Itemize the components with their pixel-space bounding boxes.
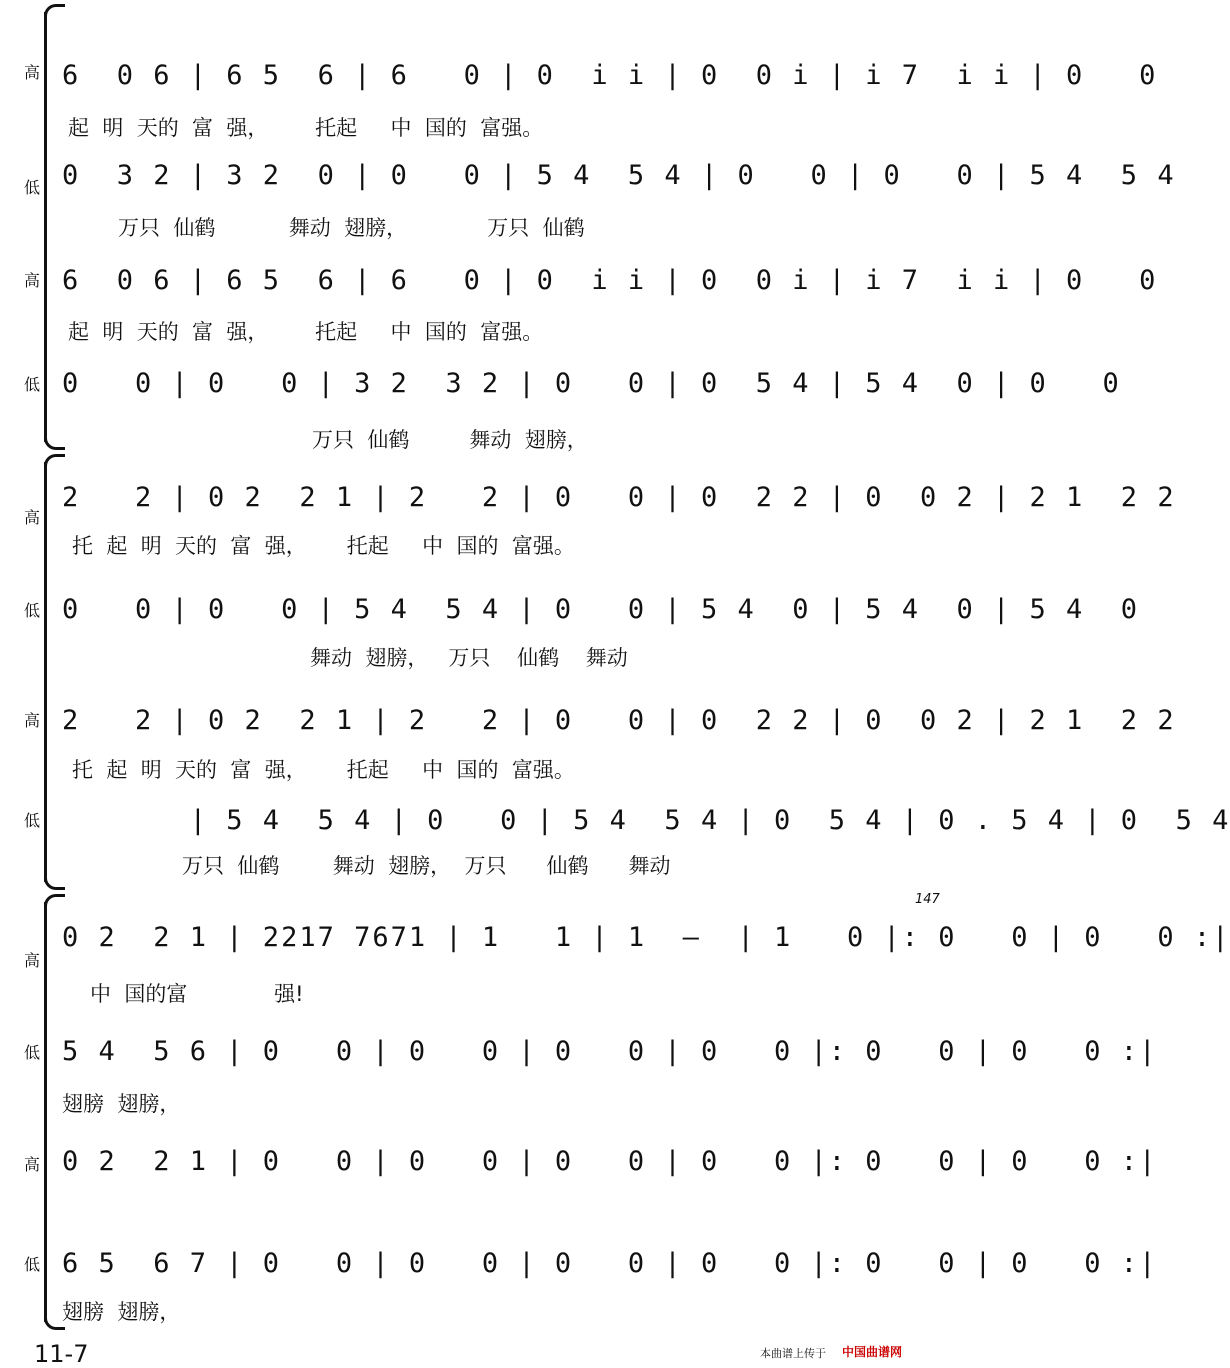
measure-number: 147 — [915, 892, 940, 907]
site-logo: 中国曲谱网 — [842, 1345, 903, 1359]
voice-label: 低 — [24, 1255, 41, 1274]
staff-lyrics: 万只 仙鹤 舞动 翅膀， 万只 仙鹤 — [118, 216, 585, 240]
staff-lyrics: 翅膀 翅膀， — [62, 1300, 181, 1324]
voice-label: 低 — [24, 375, 41, 394]
staff-notes: 0 0 | 0 0 | 5 4 5 4 | 0 0 | 5 4 0 | 5 4 0 | 5 4 0 — [62, 594, 1140, 625]
voice-label: 高 — [24, 508, 41, 527]
staff-lyrics: 万只 仙鹤 舞动 翅膀， — [312, 428, 588, 452]
voice-label: 高 — [24, 63, 41, 82]
system-3-brace — [44, 902, 47, 1322]
voice-label: 低 — [24, 1043, 41, 1062]
staff-notes: | 5 4 5 4 | 0 0 | 5 4 5 4 | 0 5 4 | 0 . 5 4 | 0 5 4 — [62, 805, 1230, 836]
staff-lyrics: 万只 仙鹤 舞动 翅膀， 万只 仙鹤 舞动 — [182, 854, 671, 878]
staff-lyrics: 舞动 翅膀， 万只 仙鹤 舞动 — [310, 646, 628, 670]
staff-notes: 0 0 | 0 0 | 3 2 3 2 | 0 0 | 0 5 4 | 5 4 0 | 0 0 — [62, 368, 1121, 399]
staff-notes: 5 4 5 6 | 0 0 | 0 0 | 0 0 | 0 0 |: 0 0 | 0 0 :| — [62, 1036, 1158, 1067]
page-label: 11-7 — [34, 1340, 89, 1368]
staff-notes: 6 0 6 | 6 5 6 | 6 0 | 0 i i | 0 0 i | i 7 i i | 0 0 — [62, 265, 1158, 296]
staff-lyrics: 中 国的富 强! — [90, 982, 304, 1006]
voice-label: 低 — [24, 601, 41, 620]
staff-lyrics: 托 起 明 天的 富 强， 托起 中 国的 富强。 — [72, 758, 575, 782]
voice-label: 低 — [24, 178, 41, 197]
system-2-brace — [44, 462, 47, 882]
staff-notes: 6 5 6 7 | 0 0 | 0 0 | 0 0 | 0 0 |: 0 0 | 0 0 :| — [62, 1248, 1158, 1279]
staff-lyrics: 托 起 明 天的 富 强， 托起 中 国的 富强。 — [72, 534, 575, 558]
staff-lyrics: 翅膀 翅膀， — [62, 1092, 181, 1116]
voice-label: 高 — [24, 1155, 41, 1174]
voice-label: 高 — [24, 711, 41, 730]
staff-notes: 2 2 | 0 2 2 1 | 2 2 | 0 0 | 0 2 2 | 0 0 2 | 2 1 2 2 — [62, 705, 1176, 736]
voice-label: 高 — [24, 951, 41, 970]
footer-text: 本曲谱上传于 — [760, 1347, 826, 1360]
staff-notes: 0 2 2 1 | 0 0 | 0 0 | 0 0 | 0 0 |: 0 0 | 0 0 :| — [62, 1146, 1158, 1177]
staff-lyrics: 起 明 天的 富 强， 托起 中 国的 富强。 — [68, 320, 544, 344]
staff-lyrics: 起 明 天的 富 强， 托起 中 国的 富强。 — [68, 116, 544, 140]
staff-notes: 0 3 2 | 3 2 0 | 0 0 | 5 4 5 4 | 0 0 | 0 0 | 5 4 5 4 — [62, 160, 1176, 191]
system-1-brace — [44, 12, 47, 442]
voice-label: 高 — [24, 271, 41, 290]
staff-notes: 0 2 2 1 | 2217 7671 | 1 1 | 1 — | 1 0 |: 0 0 | 0 0 :| — [62, 922, 1230, 953]
staff-notes: 6 0 6 | 6 5 6 | 6 0 | 0 i i | 0 0 i | i 7 i i | 0 0 — [62, 60, 1158, 91]
staff-notes: 2 2 | 0 2 2 1 | 2 2 | 0 0 | 0 2 2 | 0 0 2 | 2 1 2 2 — [62, 482, 1176, 513]
voice-label: 低 — [24, 811, 41, 830]
